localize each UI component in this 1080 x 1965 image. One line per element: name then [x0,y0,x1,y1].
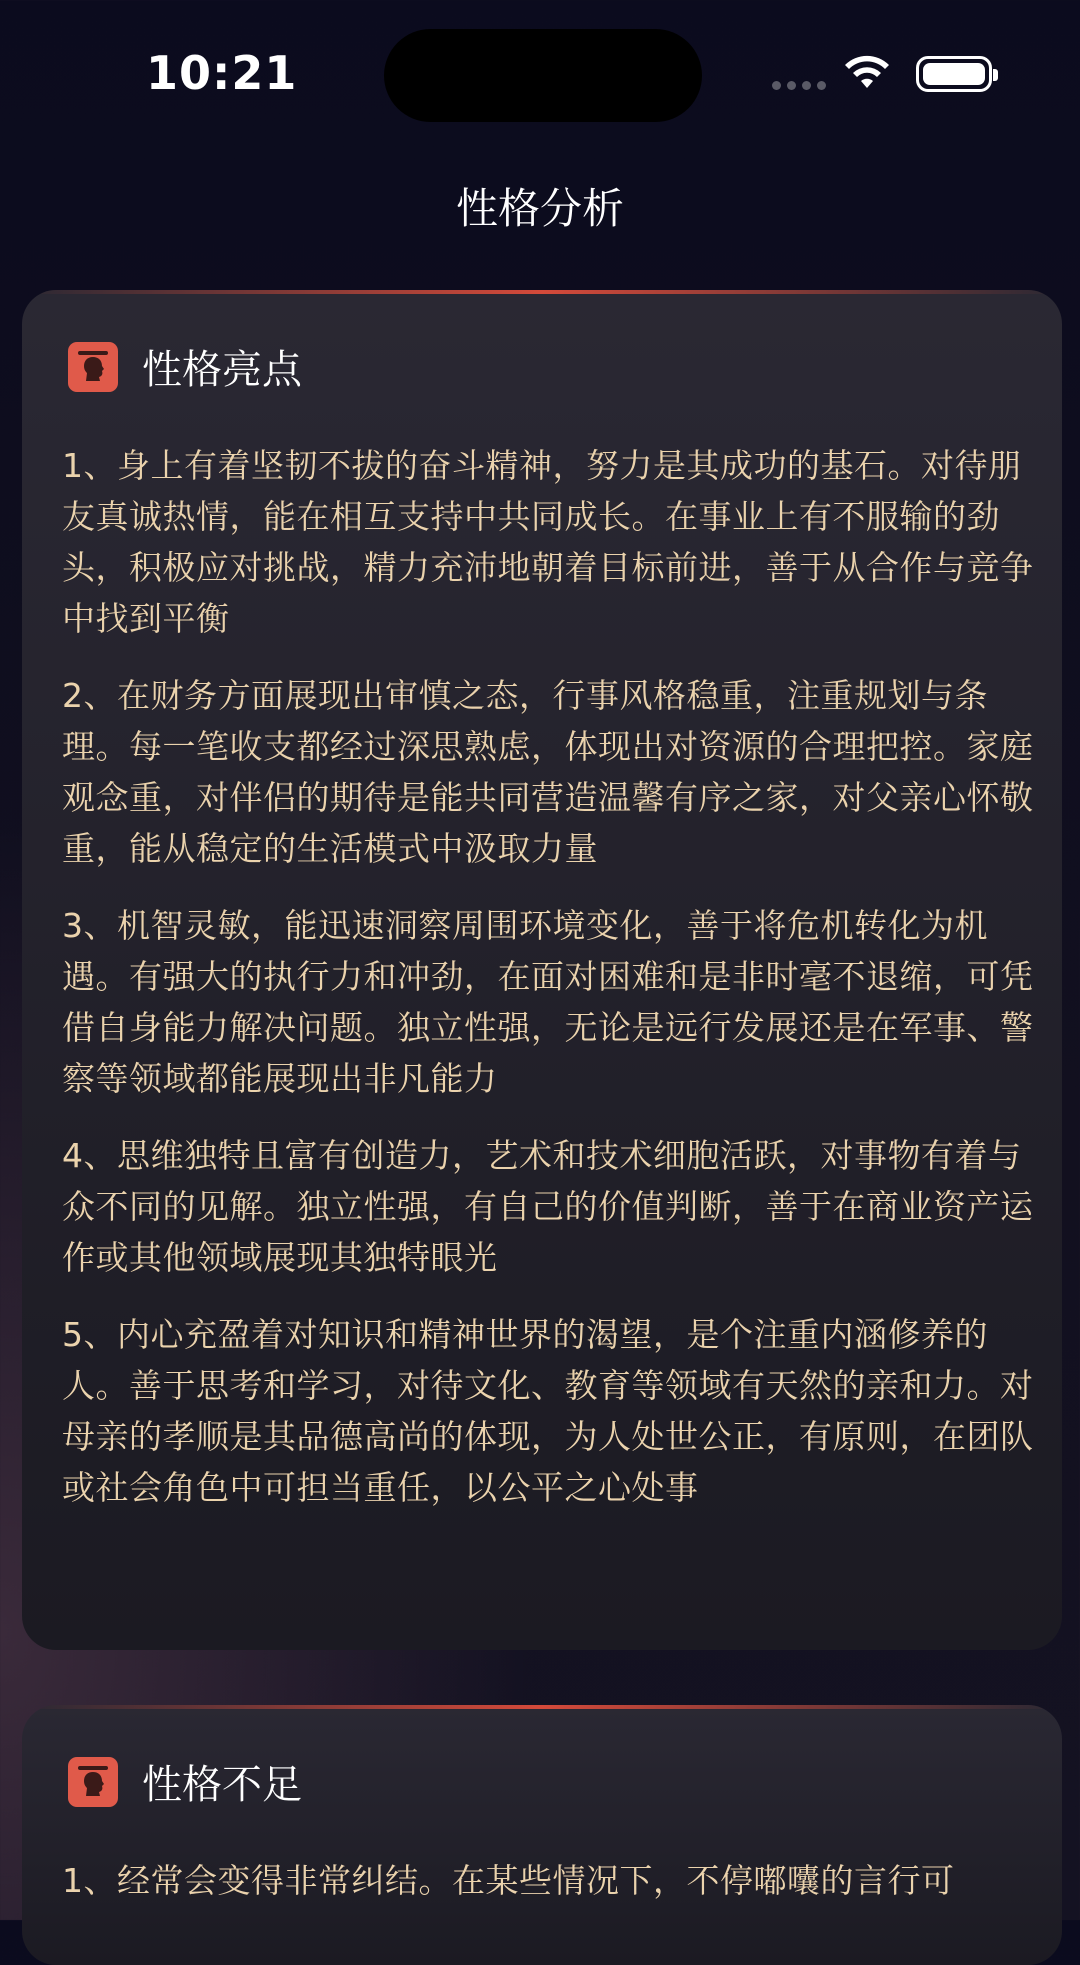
person-silhouette-icon [68,342,118,392]
list-item: 5、内心充盈着对知识和精神世界的渴望，是个注重内涵修养的人。善于思考和学习，对待文化、教育等领域有天然的亲和力。对母亲的孝顺是其品德高尚的体现，为人处世公正，有原则，在团队或社会角色中可担当重任，以公平之心处事 [62,1315,1034,1507]
page-title: 性格分析 [455,184,624,233]
shortcomings-header [68,1753,302,1810]
list-item: 1、身上有着坚韧不拔的奋斗精神，努力是其成功的基石。对待朋友真诚热情，能在相互支持中共同成长。在事业上有不服输的劲头，积极应对挑战，精力充沛地朝着目标前进，善于从合作与竞争中找到平衡 [62,446,1034,638]
cellular-signal-icon [772,81,826,90]
shortcomings-card [22,1705,1062,1965]
highlights-list [62,440,1042,1539]
person-silhouette-icon [68,1757,118,1807]
list-item: 1、经常会变得非常纠结。在某些情况下，不停嘟囔的言行可 [62,1861,955,1900]
shortcomings-list [62,1855,1042,1932]
wifi-icon [842,52,892,92]
shortcomings-title: 性格不足 [142,1762,302,1808]
dynamic-island [384,29,702,122]
list-item: 2、在财务方面展现出审慎之态，行事风格稳重，注重规划与条理。每一笔收支都经过深思熟虑，体现出对资源的合理把控。家庭观念重，对伴侣的期待是能共同营造温馨有序之家，对父亲心怀敬重，能从稳定的生活模式中汲取力量 [62,676,1034,868]
highlights-header [68,338,302,395]
status-time: 10:21 [146,46,298,100]
highlights-card [22,290,1062,1650]
battery-icon [916,56,992,92]
status-bar [0,0,1080,150]
list-item: 4、思维独特且富有创造力，艺术和技术细胞活跃，对事物有着与众不同的见解。独立性强，有自己的价值判断，善于在商业资产运作或其他领域展现其独特眼光 [62,1136,1034,1277]
list-item: 3、机智灵敏，能迅速洞察周围环境变化，善于将危机转化为机遇。有强大的执行力和冲劲，在面对困难和是非时毫不退缩，可凭借自身能力解决问题。独立性强，无论是远行发展还是在军事、警察等领域都能展现出非凡能力 [62,906,1034,1098]
highlights-title: 性格亮点 [142,347,302,393]
